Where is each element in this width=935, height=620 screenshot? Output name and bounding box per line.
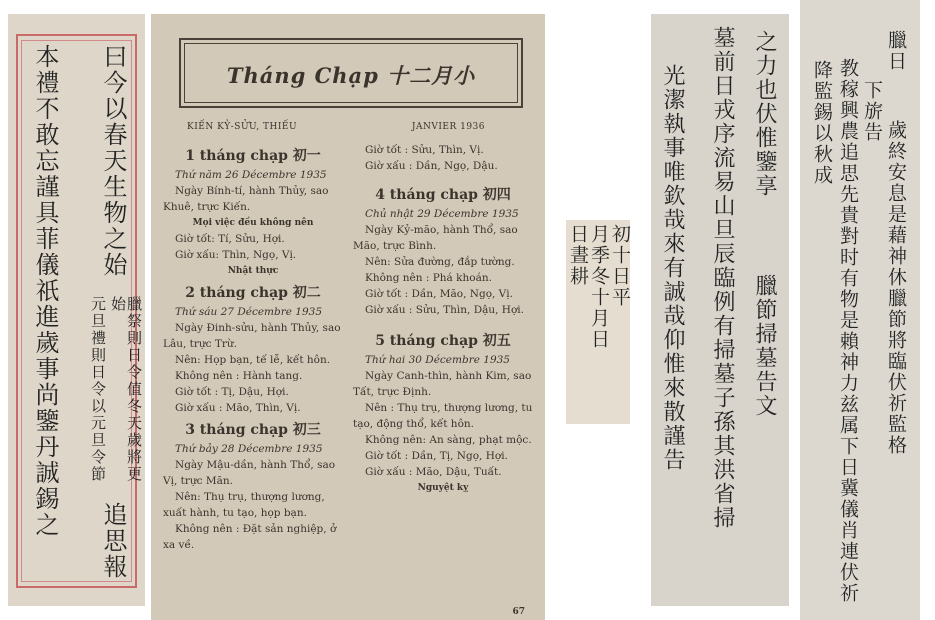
entry-line: Nên : Thụ trụ, thượng lương, tu tạo, động thổ, kết hôn. <box>353 402 533 430</box>
fragment-column: 初十日平 <box>609 224 631 308</box>
entry-line: Ngày Canh-thìn, hành Kim, sao Tất, trực Định. <box>353 370 532 398</box>
scroll-column: 教稼興農追思先貴對时有物是賴神力兹属下日冀儀肖連伏祈 <box>837 58 859 604</box>
page-number: 67 <box>512 607 525 617</box>
scroll-column: 臘日 <box>885 30 907 72</box>
scroll-image-tomb-sweeping <box>651 14 789 606</box>
entry-line: Giờ xấu : Mão, Thìn, Vị. <box>175 402 301 414</box>
entry-line: Không nên : Đặt sản nghiệp, ở xa về. <box>163 523 337 551</box>
scroll-column: 之力也伏惟鑒享 <box>752 30 777 198</box>
entry-line: Không nên: An sàng, phạt mộc. <box>365 434 532 446</box>
day-date: Thứ năm 26 Décembre 1935 <box>175 169 327 181</box>
right-column <box>353 142 533 496</box>
left-column <box>163 142 343 553</box>
scroll-column: 歲終安息是藉神休臘節將臨伏祈監格 <box>885 120 907 456</box>
entry-line: Ngày Bính-tí, hành Thủy, sao Khuê, trực Kiến. <box>163 185 329 213</box>
entry-line: Ngày Mậu-dần, hành Thổ, sao Vị, trực Mãn. <box>163 459 336 487</box>
entry-line: Ngày Kỷ-mão, hành Thổ, sao Mão, trực Bình. <box>353 224 518 252</box>
scroll-column: 光潔執事唯欽哉來有誠哉仰惟來散謹告 <box>660 64 685 472</box>
scroll-column: 本禮不敢忘謹具菲儀祇進歲事尚鑒丹誠錫之 <box>31 44 59 538</box>
entry-line: Ngày Đinh-sửu, hành Thủy, sao Lâu, trực Trừ. <box>163 322 341 350</box>
scroll-column: 曰今以春天生物之始 <box>99 44 127 278</box>
day-heading: 1 tháng chạp 初一 <box>185 148 321 164</box>
fragment-image <box>566 220 630 424</box>
scroll-column: 下旂告 <box>861 80 883 143</box>
entry-line: Giờ tốt: Tí, Sửu, Hợi. <box>175 233 285 245</box>
day-date: Thứ hai 30 Décembre 1935 <box>365 354 510 366</box>
entry-line: Giờ xấu : Sửu, Thìn, Dậu, Hợi. <box>365 304 524 316</box>
entry-note: Nguyệt kỵ <box>417 483 469 493</box>
fragment-column: 月季冬十月日 <box>588 224 610 350</box>
entry-line: Giờ tốt : Sửu, Thìn, Vị. <box>365 144 484 156</box>
day-heading: 5 tháng chạp 初五 <box>375 333 511 349</box>
entry-line: Nên: Họp bạn, tế lễ, kết hôn. <box>175 354 331 366</box>
scroll-column: 追思報 <box>99 502 127 580</box>
day-date: Chủ nhật 29 Décembre 1935 <box>365 208 519 220</box>
entry-line: Giờ tốt : Dần, Mão, Ngọ, Vị. <box>365 288 513 300</box>
entry-line: Giờ tốt : Tị, Dậu, Hợi. <box>175 386 289 398</box>
scroll-column: 降監錫以秋成 <box>811 60 833 186</box>
day-heading: 3 tháng chạp 初三 <box>185 422 321 438</box>
entry-note: Nhật thực <box>227 266 279 276</box>
entry-line: Nên: Thụ trụ, thượng lương, xuất hành, tu tạo, họp bạn. <box>163 491 325 519</box>
entry-line: Giờ tốt : Dần, Tị, Ngọ, Hợi. <box>365 450 508 462</box>
entry-note: Mọi việc đều không nên <box>192 218 314 228</box>
scroll-column: 元旦禮則日令以元旦令節 <box>89 296 107 483</box>
header-left: KIẾN KỶ-SỬU, THIẾU <box>187 122 298 132</box>
day-heading: 4 tháng chạp 初四 <box>375 187 511 203</box>
scroll-column: 臘節掃墓告文 <box>752 274 777 418</box>
entry-line: Nên: Sửa đường, đắp tường. <box>365 256 515 268</box>
fragment-column: 日晝耕 <box>567 224 589 287</box>
scroll-column: 墓前日戎序流易山旦辰臨例有掃墓子孫其洪省掃 <box>710 26 735 530</box>
day-heading: 2 tháng chạp 初二 <box>185 285 321 301</box>
entry-line: Không nên : Hành tang. <box>175 370 303 382</box>
entry-line: Giờ xấu: Thìn, Ngọ, Vị. <box>175 249 297 261</box>
entry-line: Giờ xấu : Dần, Ngọ, Dậu. <box>365 160 498 172</box>
scroll-column: 臘祭則日令值冬天歲將更始 <box>109 296 143 483</box>
almanac-page <box>151 14 545 620</box>
page-title: Tháng Chạp 十二月小 <box>226 63 476 88</box>
entry-line: Không nên : Phá khoán. <box>365 272 492 284</box>
day-date: Thứ sáu 27 Décembre 1935 <box>175 306 323 318</box>
page-title-box <box>179 38 523 108</box>
scroll-image-year-end <box>800 0 920 620</box>
entry-line: Giờ xấu : Mão, Dậu, Tuất. <box>365 466 502 478</box>
day-date: Thứ bảy 28 Décembre 1935 <box>175 443 323 455</box>
header-right: JANVIER 1936 <box>411 122 485 132</box>
left-scroll-image <box>8 14 145 606</box>
